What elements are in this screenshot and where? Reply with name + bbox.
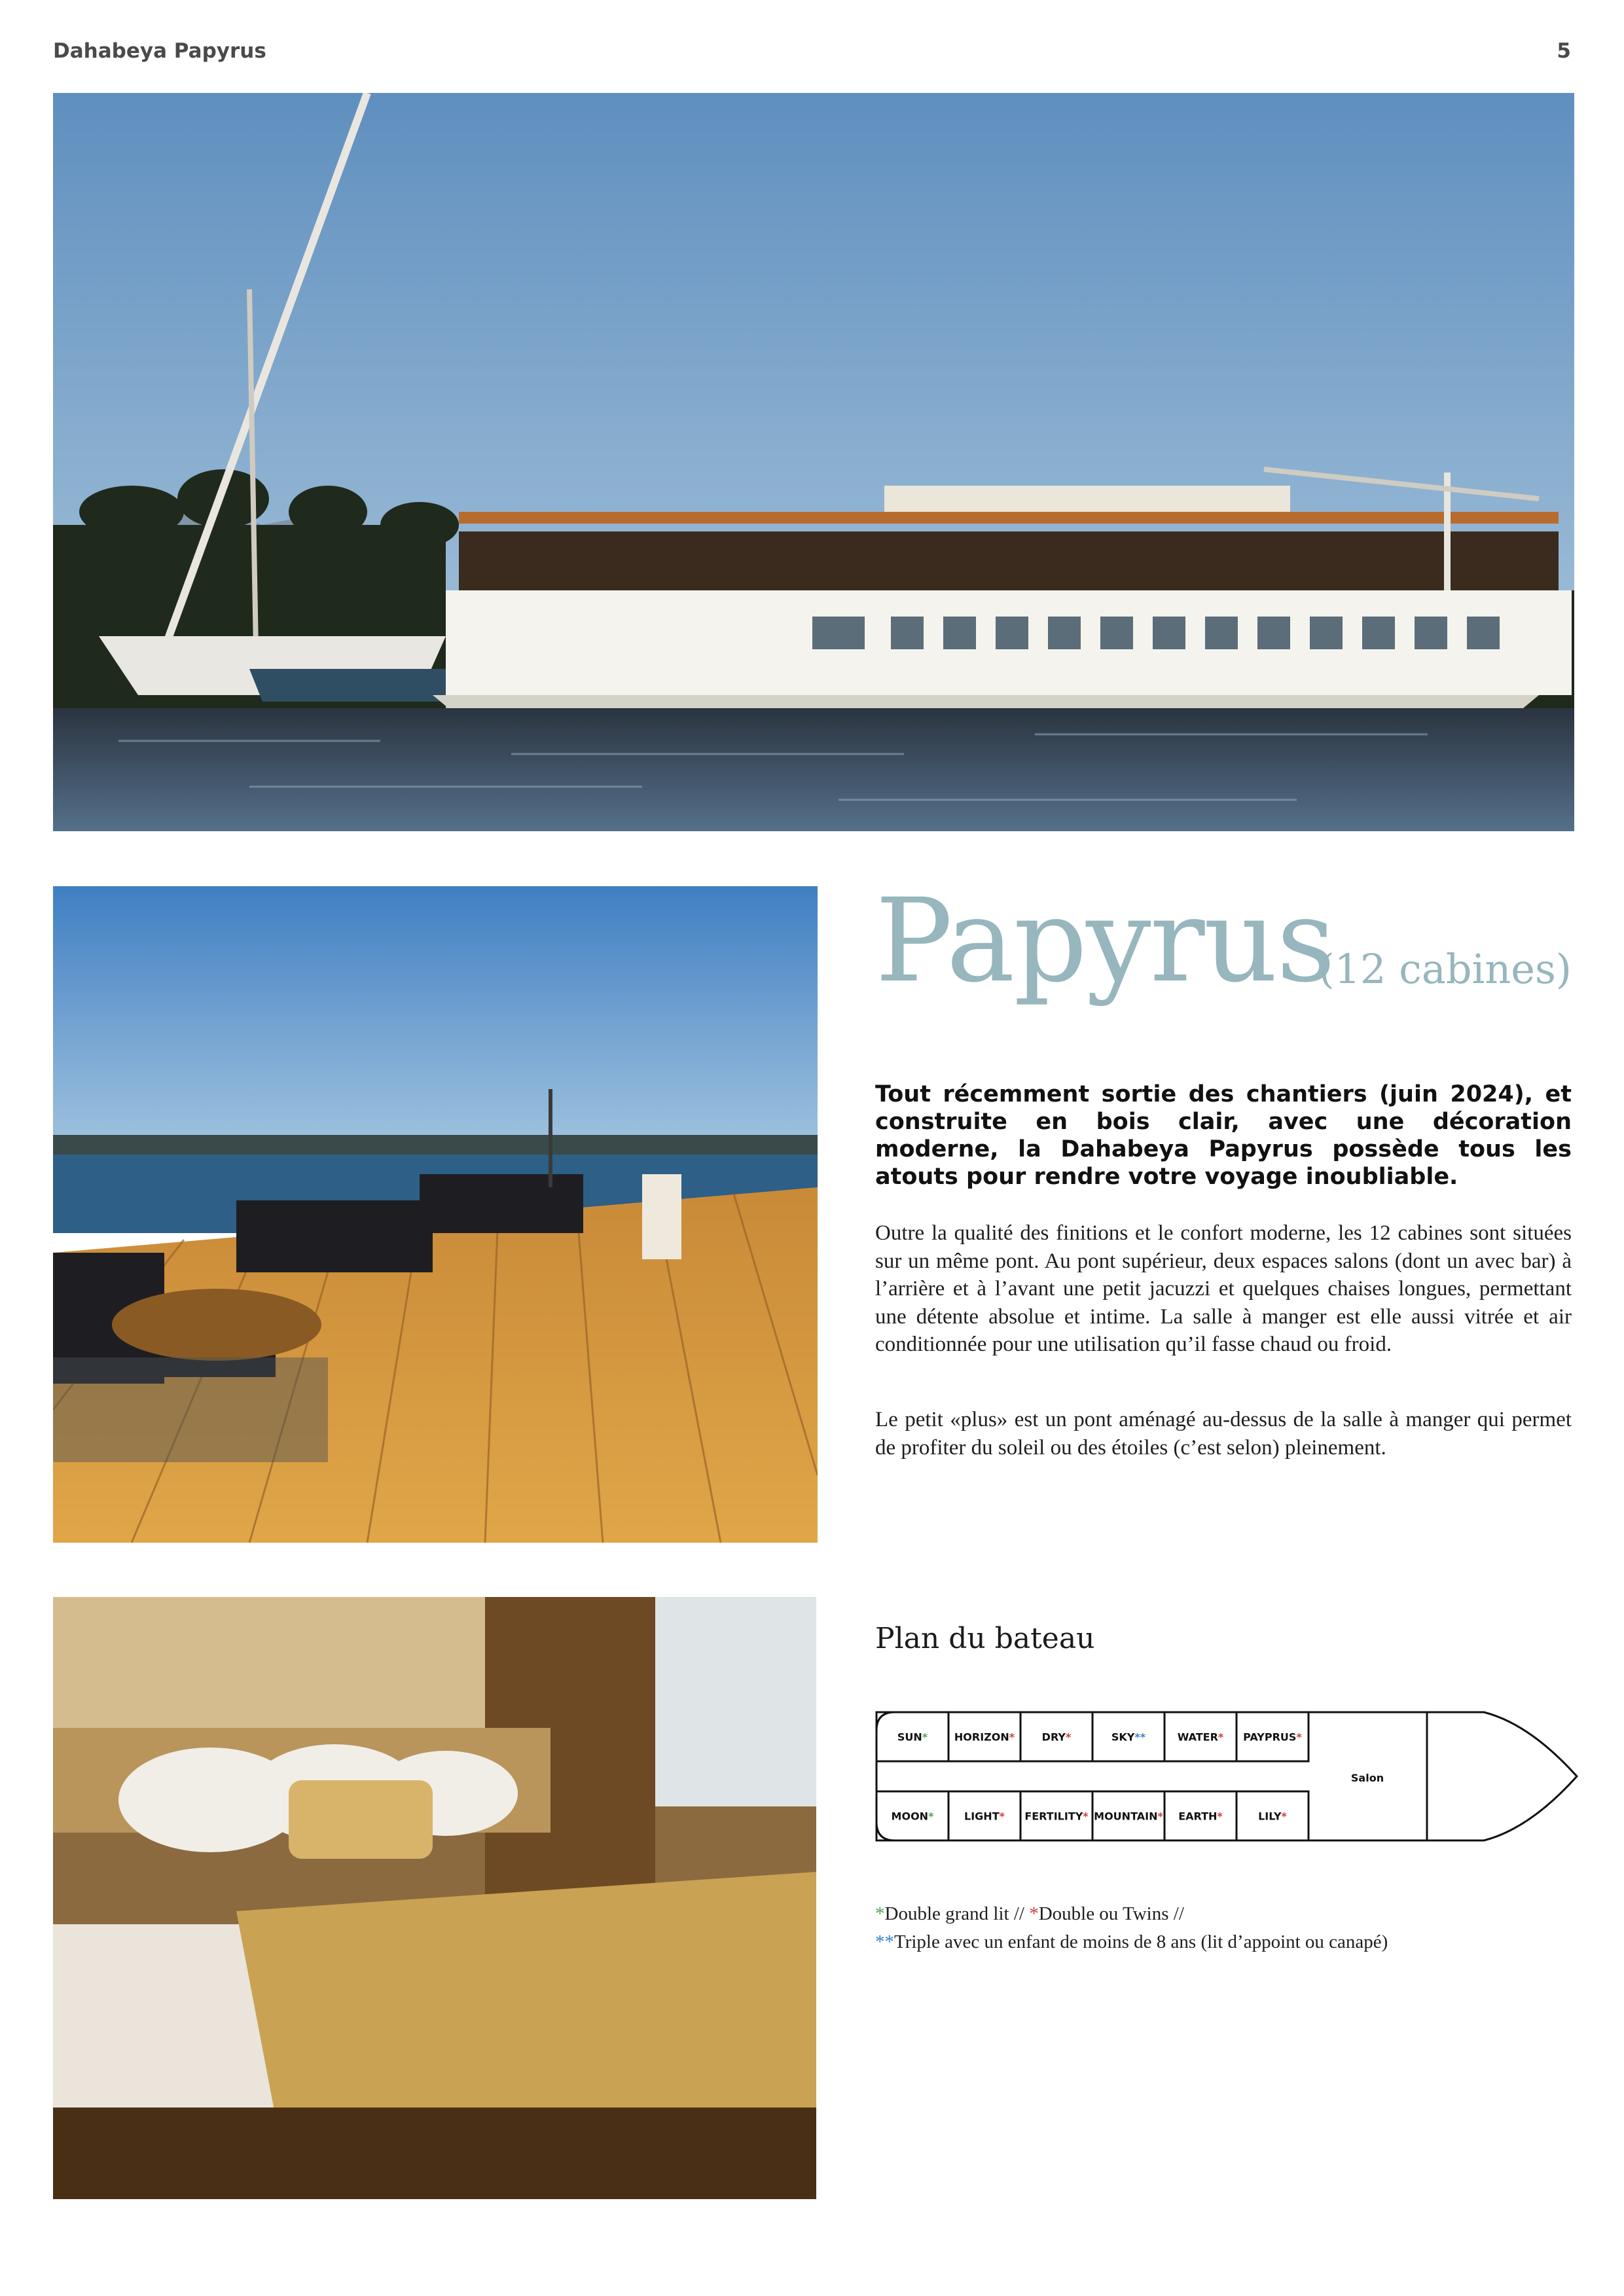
cabin-label-payprus: PAYPRUS* bbox=[1243, 1731, 1302, 1744]
cabin-label-water: WATER* bbox=[1177, 1731, 1224, 1744]
salon-label: Salon bbox=[1350, 1772, 1384, 1784]
legend-mark-double: * bbox=[1029, 1903, 1039, 1924]
page-title: Papyrus bbox=[875, 874, 1335, 1008]
plan-legend-line-1 bbox=[875, 1905, 1184, 1924]
cabin-label-light: LIGHT* bbox=[964, 1810, 1005, 1823]
boat-plan-diagram bbox=[875, 1711, 1578, 1842]
legend-text-triple: Triple avec un enfant de moins de 8 ans (lit d’appoint ou canapé) bbox=[894, 1931, 1388, 1952]
cabin-label-fertility: FERTILITY* bbox=[1024, 1810, 1089, 1823]
cabin-label-lily: LILY* bbox=[1258, 1810, 1287, 1823]
cabin-label-dry: DRY* bbox=[1041, 1731, 1072, 1744]
cabin-bed-photo bbox=[53, 1597, 816, 2199]
dahabeya-boat-photo bbox=[53, 93, 1574, 831]
lead-paragraph: Tout récemment sortie des chantiers (juin 2024), et construite en bois clair, avec une décoration moderne, la Dahabeya Papyrus possède tous les atouts pour rendre votre voyage inoubliable. bbox=[875, 1081, 1572, 1190]
page-number: 5 bbox=[1557, 39, 1571, 63]
legend-mark-single: * bbox=[875, 1903, 885, 1924]
cabin-label-sky: SKY** bbox=[1111, 1731, 1146, 1744]
wooden-sundeck-photo bbox=[53, 886, 818, 1543]
plan-legend-line-2 bbox=[875, 1933, 1388, 1952]
legend-text-single: Double grand lit // bbox=[884, 1903, 1030, 1924]
running-header: Dahabeya Papyrus bbox=[53, 39, 266, 63]
cabin-label-sun: SUN* bbox=[897, 1731, 928, 1744]
plan-title: Plan du bateau bbox=[875, 1622, 1095, 1655]
cabin-label-horizon: HORIZON* bbox=[954, 1731, 1015, 1744]
cabin-count: (12 cabines) bbox=[1318, 945, 1572, 993]
body-paragraph-1: Outre la qualité des finitions et le confort moderne, les 12 cabines sont situées sur un même pont. Au pont supérieur, deux espaces salons (dont un avec bar) à l’arrière et à l’avant une petit jacuzzi et quelques chaises longues, permettant une détente absolue et intime. La salle à manger est elle aussi vitrée et air conditionnée pour une utilisation qu’il fasse chaud ou froid. bbox=[875, 1221, 1572, 1356]
cabin-label-earth: EARTH* bbox=[1178, 1810, 1223, 1823]
cabin-label-mountain: MOUNTAIN* bbox=[1094, 1810, 1163, 1823]
body-paragraph-2: Le petit «plus» est un pont aménagé au-dessus de la salle à manger qui permet de profiter du soleil ou des étoiles (c’est selon) pleinement. bbox=[875, 1408, 1572, 1460]
legend-text-double: Double ou Twins // bbox=[1038, 1903, 1184, 1924]
legend-mark-triple: ** bbox=[875, 1931, 894, 1952]
cabin-label-moon: MOON* bbox=[891, 1810, 934, 1823]
